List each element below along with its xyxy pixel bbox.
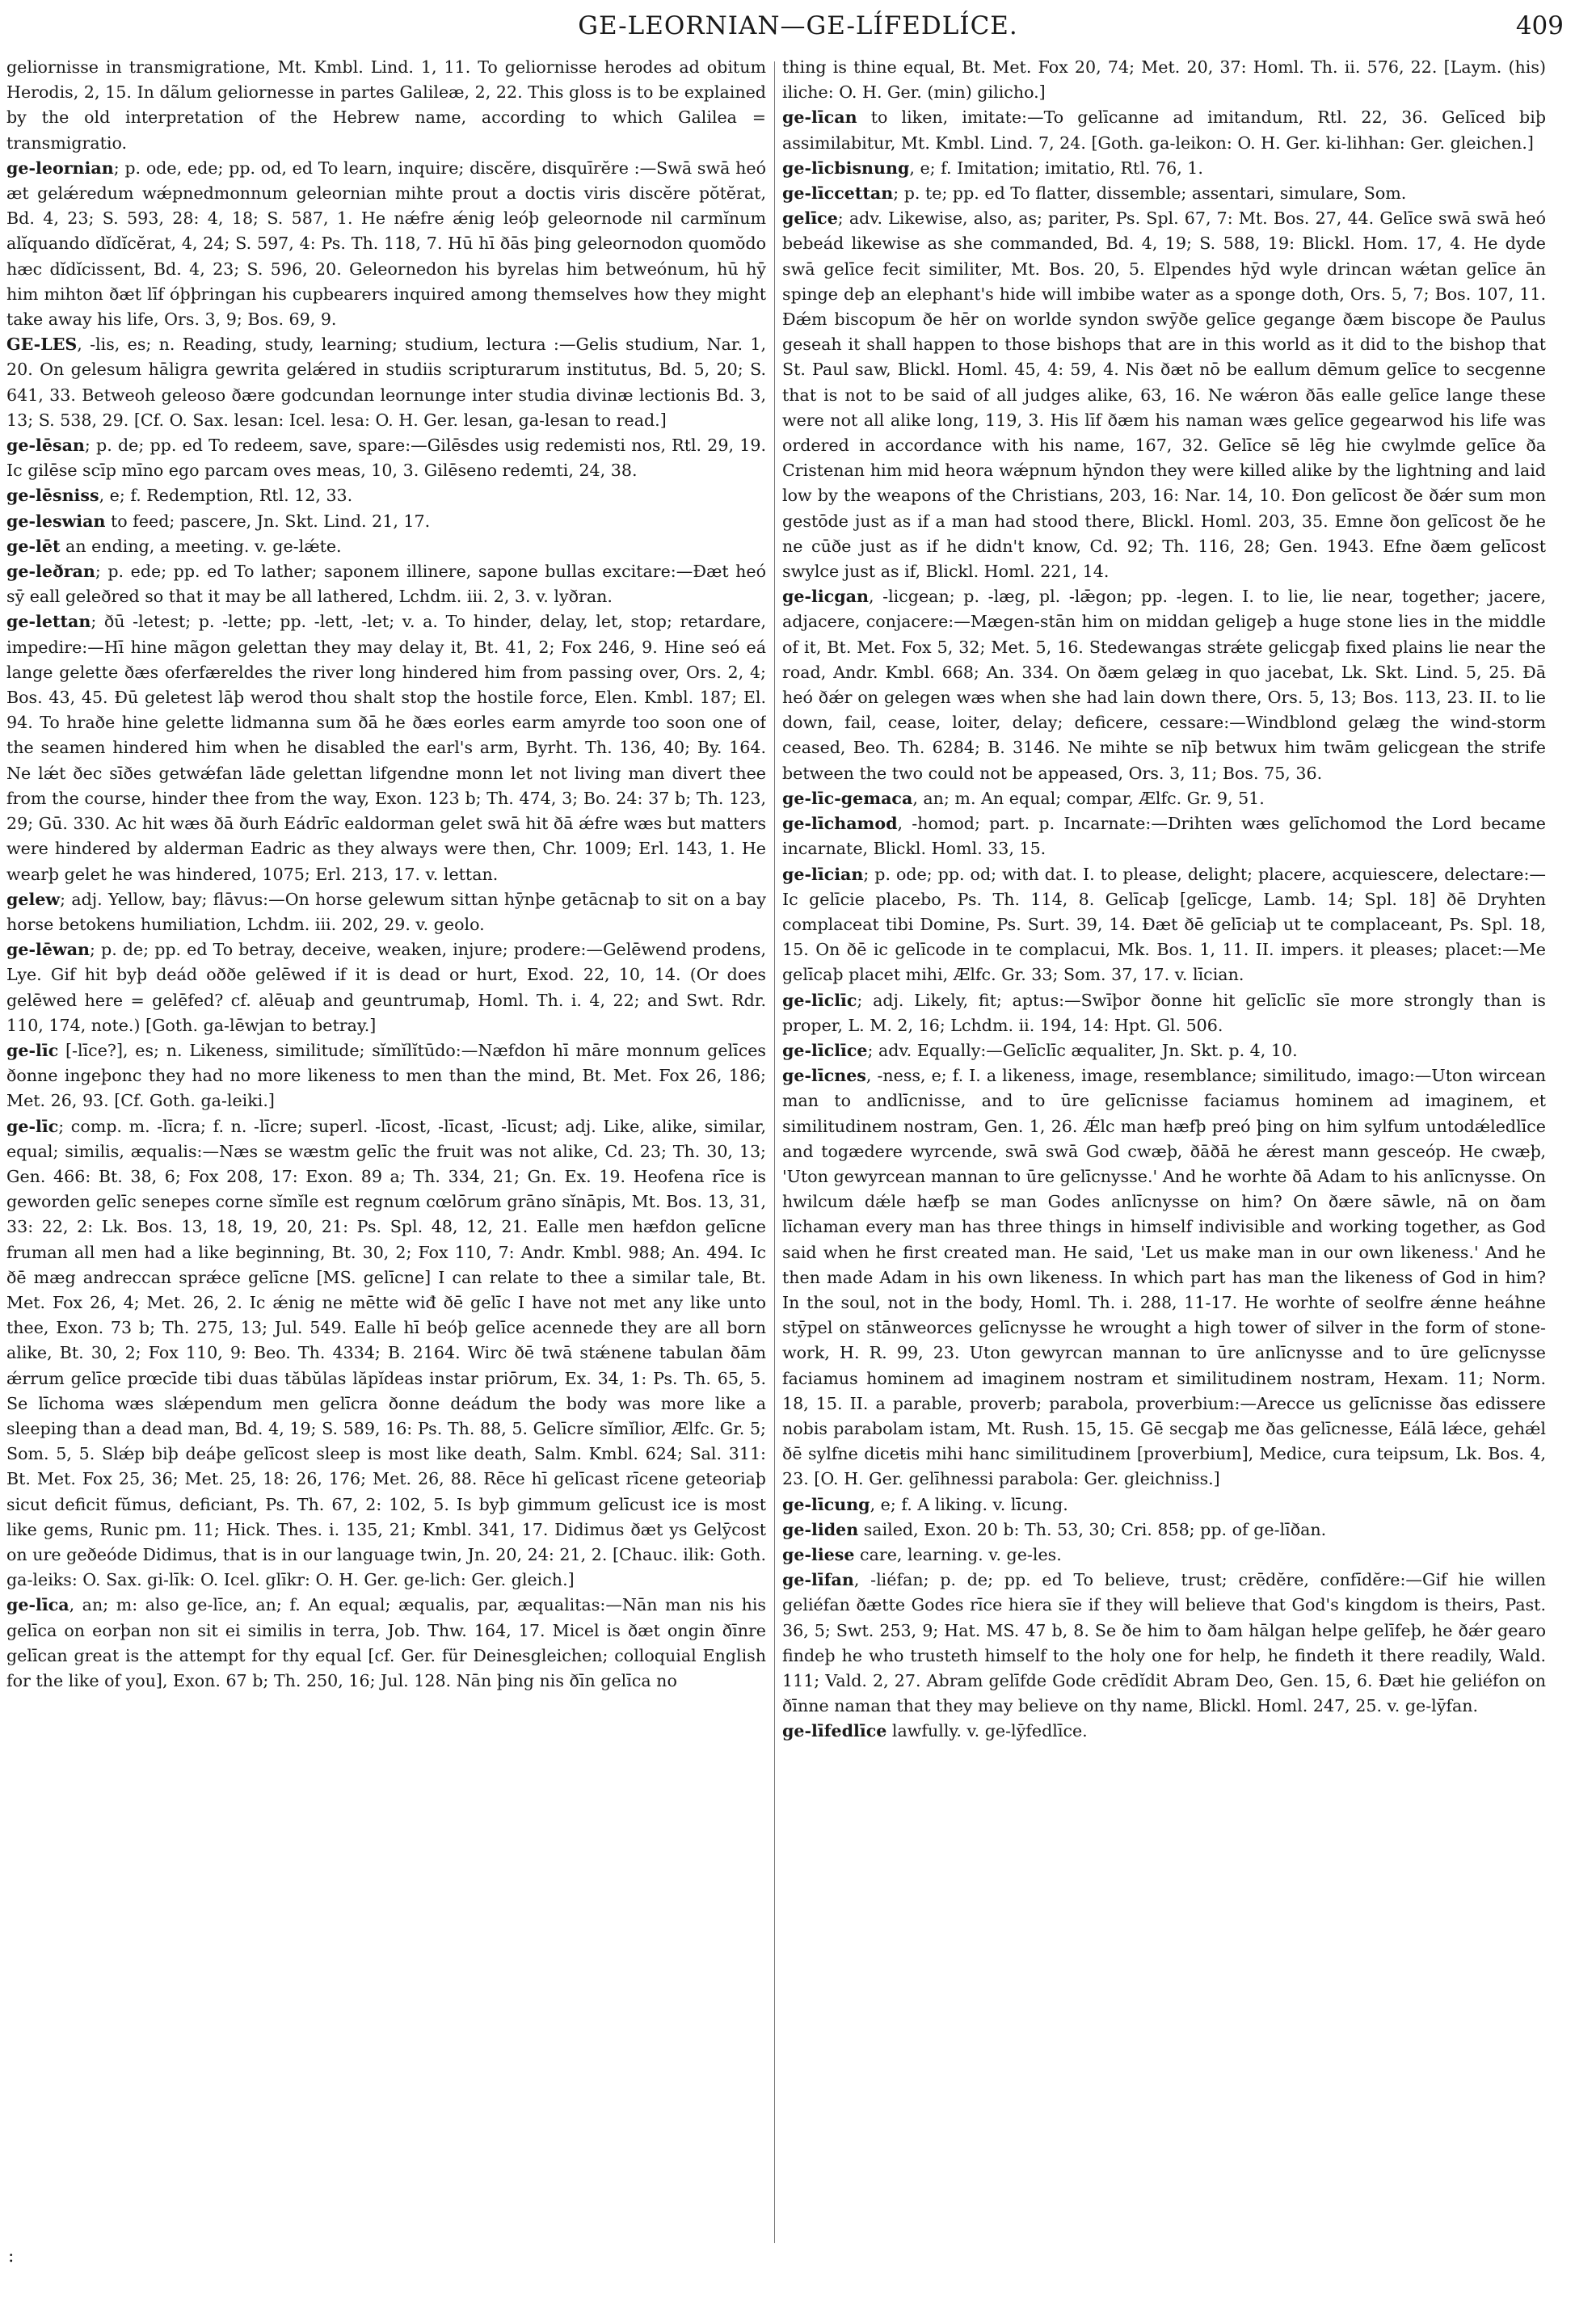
entry-ge-lic-gemaca: ge-līc-gemaca, an; m. An equal; compar, Ælfc. Gr. 9, 51.	[782, 788, 1265, 808]
entry-geliornisse: geliornisse in transmigratione, Mt. Kmbl. Lind. 1, 11. To geliornisse herodes ad obitum Herodis, 2, 15. In dãlum geliornesse in partes Galileæ, 2, 22. This gloss is to be explained by the old interpretation of the Hebrew name, according to which Galilea = transmigratio.	[6, 57, 766, 153]
headword: ge-līccettan	[782, 183, 894, 204]
entry-ge-lifan: ge-līfan, -liéfan; p. de; pp. ed To believe, trust; crēdĕre, confīdĕre:—Gif hie willen geliéfan ðætte Godes rīce hiera sīe if they will believe that God's kingdom is theirs, Past. 36, 5; Swt. 253, 9; Hat. MS. 47 b, 8. Se ðe him to ðam hālgan helpe gelīfeþ, he ðǽr gearo findeþ he who trusteth himself to the holy one for help, he findeth it there readily, Wald. 111; Vald. 2, 27. Abram gelīfde Gode crēdĭdit Abram Deo, Gen. 15, 6. Ðæt hie geliéfon on ðīnne naman that they may believe on thy name, Blickl. Homl. 247, 25. v. ge-lȳfan.	[782, 1570, 1546, 1716]
headword: ge-līchamod	[782, 814, 898, 834]
entry-ge-lesniss: ge-lēsniss, e; f. Redemption, Rtl. 12, 33.	[6, 486, 353, 506]
column-divider	[774, 61, 775, 2243]
headword: GE-LES	[6, 335, 78, 355]
left-column	[6, 55, 766, 2285]
headword: ge-leswian	[6, 511, 106, 531]
entry-gelew: gelew; adj. Yellow, bay; flāvus:—On horse gelewum sittan hȳnþe getācnaþ to sit on a bay horse betokens humiliation, Lchdm. iii. 202, 29. v. geolo.	[6, 889, 766, 934]
entry-ge-lettan: ge-lettan; ðū -letest; p. -lette; pp. -lett, -let; v. a. To hinder, delay, let, stop; retardare, impedire:—Hī hine mãgon gelettan they may delay it, Bt. 41, 2; Fox 246, 9. Hine seó eá lange gelette ðæs oferfæreldes the river long hindered him from passing over, Ors. 2, 4; Bos. 43, 45. Ðū geletest lāþ werod thou shalt stop the hostile force, Elen. Kmbl. 187; El. 94. To hraðe hine gelette lidmanna sum ðā he ðæs eorles earm amyrde too soon one of the seamen hindered him when he disabled the earl's arm, Byrht. Th. 136, 40; By. 164. Ne lǽt ðec sīðes getwǽfan lāde gelettan lifgendne monn let not living man divert thee from the course, hinder thee from the way, Exon. 123 b; Th. 474, 3; Bo. 24: 37 b; Th. 123, 29; Gū. 330. Ac hit wæs ðā ðurh Eádrīc ealdorman gelet swā hit ðā ǽfre wæs but matters were hindered by alderman Eadric as they always were then, Chr. 1009; Erl. 143, 1. He wearþ gelet he was hindered, 1075; Erl. 213, 17. v. lettan.	[6, 612, 766, 884]
page-header	[0, 5, 1596, 53]
page-number: 409	[1515, 11, 1564, 40]
entry-ge-ledran: ge-leðran; p. ede; pp. ed To lather; saponem illinere, sapone bullas excitare:—Ðæt heó sȳ eall geleðred so that it may be all lathered, Lchdm. iii. 2, 3. v. lyðran.	[6, 562, 766, 607]
headword: ge-līcnes	[782, 1066, 866, 1086]
entry-ge-let: ge-lēt an ending, a meeting. v. ge-lǽte.	[6, 536, 342, 556]
bottom-mark: :	[8, 2246, 15, 2267]
headword: ge-līfedlīce	[782, 1721, 887, 1741]
entry-ge-les: GE-LES, -lis, es; n. Reading, study, learning; studium, lectura :—Gelis studium, Nar. 1, 20. On gelesum hāligra gewrita gelǽred in studiis scripturarum institutus, Bd. 5, 20; S. 641, 33. Betweoh geleoso ðære godcundan leornunge inter studia divinæ lectionis Bd. 3, 13; S. 538, 29. [Cf. O. Sax. lesan: Icel. lesa: O. H. Ger. lesan, ga-lesan to read.]	[6, 335, 766, 430]
headword: ge-lēsan	[6, 436, 85, 456]
entry-ge-lichamod: ge-līchamod, -homod; part. p. Incarnate:—Drihten wæs gelīchomod the Lord became incarnate, Blickl. Homl. 33, 15.	[782, 814, 1546, 859]
headword: ge-līcung	[782, 1494, 870, 1514]
headword: ge-līca	[6, 1595, 69, 1615]
headword: ge-leðran	[6, 562, 95, 582]
headword: gelīce	[782, 208, 838, 229]
entry-ge-lewan: ge-lēwan; p. de; pp. ed To betray, deceive, weaken, injure; prodere:—Gelēwend prodens, Lye. Gif hit byþ deád oððe gelēwed if it is dead or hurt, Exod. 22, 10, 14. (Or does gelēwed here = gelēfed? cf. alēuaþ and geuntrumaþ, Homl. Th. i. 4, 22; and Swt. Rdr. 110, 174, note.) [Goth. ga-lēwjan to betray.]	[6, 940, 766, 1035]
headword: ge-lettan	[6, 612, 91, 632]
headword: ge-līc	[6, 1116, 59, 1136]
entry-ge-lic-noun: ge-līc [-līce?], es; n. Likeness, similitude; sĭmĭlĭtūdo:—Næfdon hī māre monnum gelīces ðonne ingeþonc they had no more likeness to men than the mind, Bt. Met. Fox 26, 186; Met. 26, 93. [Cf. Goth. ga-leiki.]	[6, 1040, 766, 1111]
entry-ge-liclice: ge-līclīce; adv. Equally:—Gelīclīc æqualiter, Jn. Skt. p. 4, 10.	[782, 1040, 1298, 1060]
headword: ge-līcbisnung	[782, 158, 910, 178]
headword: ge-liese	[782, 1544, 855, 1564]
headword: ge-leornian	[6, 158, 114, 178]
entry-ge-liden: ge-liden sailed, Exon. 20 b: Th. 53, 30; Cri. 858; pp. of ge-līðan.	[782, 1519, 1327, 1539]
headword: ge-lēwan	[6, 940, 91, 960]
headword: ge-līfan	[782, 1570, 854, 1590]
entry-ge-liccettan: ge-līccettan; p. te; pp. ed To flatter, dissemble; assentari, simulare, Som.	[782, 183, 1407, 204]
headword: ge-līcan	[782, 107, 857, 128]
headword: ge-līclīce	[782, 1040, 868, 1060]
running-title: GE-LEORNIAN—GE-LÍFEDLÍCE.	[578, 11, 1018, 40]
entry-ge-lifedlice: ge-līfedlīce lawfully. v. ge-lȳfedlīce.	[782, 1721, 1088, 1741]
headword: ge-līc	[6, 1040, 59, 1060]
entry-ge-lesan: ge-lēsan; p. de; pp. ed To redeem, save, spare:—Gilēsdes usig redemisti nos, Rtl. 29, 19. Ic gilēse scīp mīno ego parcam oves meas, 10, 3. Gilēseno redemti, 24, 38.	[6, 436, 766, 481]
headword: ge-lēsniss	[6, 486, 99, 506]
entry-ge-lican: ge-līcan to liken, imitate:—To gelīcanne ad imitandum, Rtl. 22, 36. Gelīced biþ assimilabitur, Mt. Kmbl. Lind. 7, 24. [Goth. ga-leikon: O. H. Ger. ki-lihhan: Ger. gleichen.]	[782, 107, 1546, 153]
entry-gelice: gelīce; adv. Likewise, also, as; pariter, Ps. Spl. 67, 7: Mt. Bos. 27, 44. Gelīce swā swā heó bebeád likewise as she commanded, Bd. 4, 19; S. 588, 19: Blickl. Hom. 17, 4. He dyde swā gelīce fecit similiter, Mt. Bos. 20, 5. Elpendes hȳd wyle drincan wǽtan gelīce ān spinge deþ an elephant's hide will imbibe water as a sponge doth, Ors. 5, 7; Bos. 107, 11. Ðǽm biscopum ðe hēr on worlde syndon swȳðe gelīce gegange ðæm biscope ðe Paulus geseah it shall happen to those bishops that are in this world as it did to the bishop that St. Paul saw, Blickl. Homl. 45, 4: 59, 4. Nis ðæt nō be eallum dēmum gelīce to secgenne that is not to be said of all judges alike, 63, 16. Ne wǽron ðās ealle gelīce lange these were not all alike long, 119, 3. His līf ðæm his naman wæs gelīce gegearwod his life was ordered in accordance with his name, 167, 32. Gelīce sē lēg hie cwylmde gelīce ða Cristenan him mid heora wǽpnum hȳndon they were killed alike by the lightning and laid low by the weapons of the Christians, 203, 16: Nar. 14, 10. Ðon gelīcost ðe ðǽr sum mon gestōde just as if a man had stood there, Blickl. Homl. 203, 35. Emne ðon gelīcost ðe he ne cūðe just as if he didn't know, Cd. 92; Th. 116, 28; Gen. 1943. Efne ðæm gelīcost swylce just as if, Blickl. Homl. 221, 14.	[782, 208, 1546, 582]
entry-ge-leornian: ge-leornian; p. ode, ede; pp. od, ed To learn, inquire; discĕre, disquīrĕre :—Swā swā heó æt gelǽredum wǽpnedmonnum geleornian mihte prout a doctis viris discĕre pŏtĕrat, Bd. 4, 23; S. 593, 28: 4, 18; S. 587, 1. He nǽfre ǽnig leóþ geleornode nil carmĭnum alĭquando dĭdĭcĕrat, 4, 24; S. 597, 4: Ps. Th. 118, 7. Hū hī ðās þing geleornodon quomŏdo hæc dĭdĭcissent, Bd. 4, 23; S. 596, 20. Geleornedon his byrelas him betweónum, hū hȳ him mihton ðæt līf óþþringan his cupbearers inquired among themselves how they might take away his life, Ors. 3, 9; Bos. 69, 9.	[6, 158, 766, 330]
right-column	[782, 55, 1546, 2285]
entry-ge-liclic: ge-līclīc; adj. Likely, fit; aptus:—Swīþor ðonne hit gelīclīc sīe more strongly than is proper, L. M. 2, 16; Lchdm. ii. 194, 14: Hpt. Gl. 506.	[782, 990, 1546, 1035]
entry-ge-licgan: ge-licgan, -licgean; p. -læg, pl. -lǣgon; pp. -legen. I. to lie, lie near, together; jacere, adjacere, conjacere:—Mægen-stān him on middan geligeþ a huge stone lies in the middle of it, Bt. Met. Fox 5, 32; Met. 5, 16. Stedewangas strǽte gelicgaþ fixed plains lie near the road, Andr. Kmbl. 668; An. 334. On ðæm gelæg in quo jacebat, Lk. Skt. Lind. 5, 25. Ðā heó ðǽr on gelegen wæs when she had lain down there, Ors. 5, 13; Bos. 113, 23. II. to lie down, fail, cease, loiter, delay; deficere, cessare:—Windblond gelæg the wind-storm ceased, Beo. Th. 6284; B. 3146. Ne mihte se nīþ betwux him twām gelicgean the strife between the two could not be appeased, Ors. 3, 11; Bos. 75, 36.	[782, 587, 1546, 783]
headword: ge-līcian	[782, 864, 864, 884]
entry-ge-lician: ge-līcian; p. ode; pp. od; with dat. I. to please, delight; placere, acquiescere, delectare:—Ic gelīcie placebo, Ps. Th. 114, 8. Gelīcaþ [gelīcge, Lamb. 14; Spl. 18] ðē Dryhten complaceat tibi Domine, Ps. Surt. 39, 14. Ðæt ðē gelīciaþ ut te complaceant, Ps. Spl. 18, 15. On ðē ic gelīcode in te complacui, Mk. Bos. 1, 11. II. impers. it pleases; placet:—Me gelīcaþ placet mihi, Ælfc. Gr. 33; Som. 37, 17. v. līcian.	[782, 864, 1546, 985]
headword: ge-līc-gemaca	[782, 788, 913, 808]
entry-ge-lic-adj: ge-līc; comp. m. -līcra; f. n. -līcre; superl. -līcost, -līcast, -līcust; adj. Like, alike, similar, equal; similis, æqualis:—Næs se wæstm gelīc the fruit was not alike, Cd. 23; Th. 30, 13; Gen. 466: Bt. 38, 6; Fox 208, 17: Exon. 89 a; Th. 334, 21; Gn. Ex. 19. Heofena rīce is geworden gelīc senepes corne sĭmĭle est regnum cœlōrum grāno sĭnāpis, Mt. Bos. 13, 31, 33: 22, 2: Lk. Bos. 13, 18, 19, 20, 21: Ps. Spl. 48, 12, 21. Ealle men hæfdon gelīcne fruman all men had a like beginning, Bt. 30, 2; Fox 110, 7: Andr. Kmbl. 988; An. 494. Ic ðē mæg andreccan sprǽce gelīcne [MS. gelīcne] I can relate to thee a similar tale, Bt. Met. Fox 26, 4; Met. 26, 2. Ic ǽnig ne mētte wiđ ðē gelīc I have not met any like unto thee, Exon. 73 b; Th. 275, 13; Jul. 549. Ealle hī beóþ gelīce acennede they are all born alike, Bt. 30, 2; Fox 110, 9: Beo. Th. 4334; B. 2164. Wirc ðē twā stǽnene tabulan ðām ǽrrum gelīce prœcīde tibi duas tăbŭlas lăpĭdeas instar priōrum, Ex. 34, 1: Ps. Th. 65, 5. Se līchoma wæs slǽpendum men gelīcra ðonne deádum the body was more like a sleeping than a dead man, Bd. 4, 19; S. 589, 16: Ps. Th. 88, 5. Gelīcre sĭmĭlior, Ælfc. Gr. 5; Som. 5, 5. Slǽp biþ deáþe gelīcost sleep is most like death, Salm. Kmbl. 624; Sal. 311: Bt. Met. Fox 25, 36; Met. 25, 18: 26, 176; Met. 26, 88. Rēce hī gelīcast rīcene geteoriaþ sicut deficit fŭmus, deficiant, Ps. Th. 67, 2: 102, 5. Is byþ gimmum gelīcust ice is most like gems, Runic pm. 11; Hick. Thes. i. 135, 21; Kmbl. 341, 17. Didimus ðæt ys Gelȳcost on ure geðeóde Didimus, that is in our language twin, Jn. 20, 24: 21, 2. [Chauc. ilik: Goth. ga-leiks: O. Sax. gi-līk: O. Icel. glīkr: O. H. Ger. ge-lich: Ger. gleich.]	[6, 1116, 766, 1590]
entry-ge-lica: ge-līca, an; m: also ge-līce, an; f. An equal; æqualis, par, æqualitas:—Nān man nis his gelīca on eorþan non sit ei similis in terra, Job. Thw. 164, 17. Micel is ðæt ongin ðīnre gelīcan great is the attempt for thy equal [cf. Ger. für Deinesgleichen; colloquial English for the like of you], Exon. 67 b; Th. 250, 16; Jul. 128. Nān þing nis ðīn gelīca no	[6, 1595, 766, 1690]
headword: ge-licgan	[782, 587, 869, 607]
entry-ge-liese: ge-liese care, learning. v. ge-les.	[782, 1544, 1062, 1564]
entry-ge-licnes: ge-līcnes, -ness, e; f. I. a likeness, image, resemblance; similitudo, imago:—Uton wircean man to andlīcnisse, and to ūre gelīcnisse faciamus hominem ad imaginem, et similitudinem nostram, Gen. 1, 26. Ǽlc man hæfþ preó þing on him sylfum untodǽledlīce and togædere wyrcende, swā swā God cwæþ, ðāðā he ǽrest mann gesceóp. He cwæþ, 'Uton gewyrcean mannan to ūre gelīcnysse.' And he worhte ðā Adam to his anlīcnysse. On hwilcum dǽle hæfþ se man Godes anlīcnysse on him? On ðære sāwle, nā on ðam līchaman every man has three things in himself indivisible and working together, as God said when he first created man. He said, 'Let us make man in our own likeness.' And he then made Adam in his own likeness. In which part has man the likeness of God in him? In the soul, not in the body, Homl. Th. i. 288, 11-17. He worhte of seolfre ǽnne heáhne stȳpel on stānweorces gelīcnysse he wrought a high tower of silver in the form of stone-work, H. R. 99, 23. Uton gewyrcan mannan to ūre anlīcnysse and to ūre gelīcnysse faciamus hominem ad imaginem nostram et similitudinem nostram, Hexam. 11; Norm. 18, 15. II. a parable, proverb; parabola, proverbium:—Arecce us gelīcnisse ðas edissere nobis parabolam istam, Mt. Rush. 15, 15. Gē secgaþ me ðas gelīcnesse, Eálā lǽce, gehǽl ðē sylfne diceŧis mihi hanc similitudinem [proverbium], Medice, cura teipsum, Lk. Bos. 4, 23. [O. H. Ger. gelīhnessi parabola: Ger. gleichniss.]	[782, 1066, 1546, 1489]
entry-ge-leswian: ge-leswian to feed; pascere, Jn. Skt. Lind. 21, 17.	[6, 511, 431, 531]
headword: ge-līclīc	[782, 990, 857, 1010]
entry-ge-licbisnung: ge-līcbisnung, e; f. Imitation; imitatio, Rtl. 76, 1.	[782, 158, 1203, 178]
headword: gelew	[6, 889, 61, 909]
entry-continuation: thing is thine equal, Bt. Met. Fox 20, 74; Met. 20, 37: Homl. Th. ii. 576, 22. [Laym. (his) iliche: O. H. Ger. (min) gilicho.]	[782, 57, 1546, 103]
headword: ge-lēt	[6, 536, 61, 556]
entry-ge-licung: ge-līcung, e; f. A liking. v. līcung.	[782, 1494, 1068, 1514]
headword: ge-liden	[782, 1519, 859, 1539]
